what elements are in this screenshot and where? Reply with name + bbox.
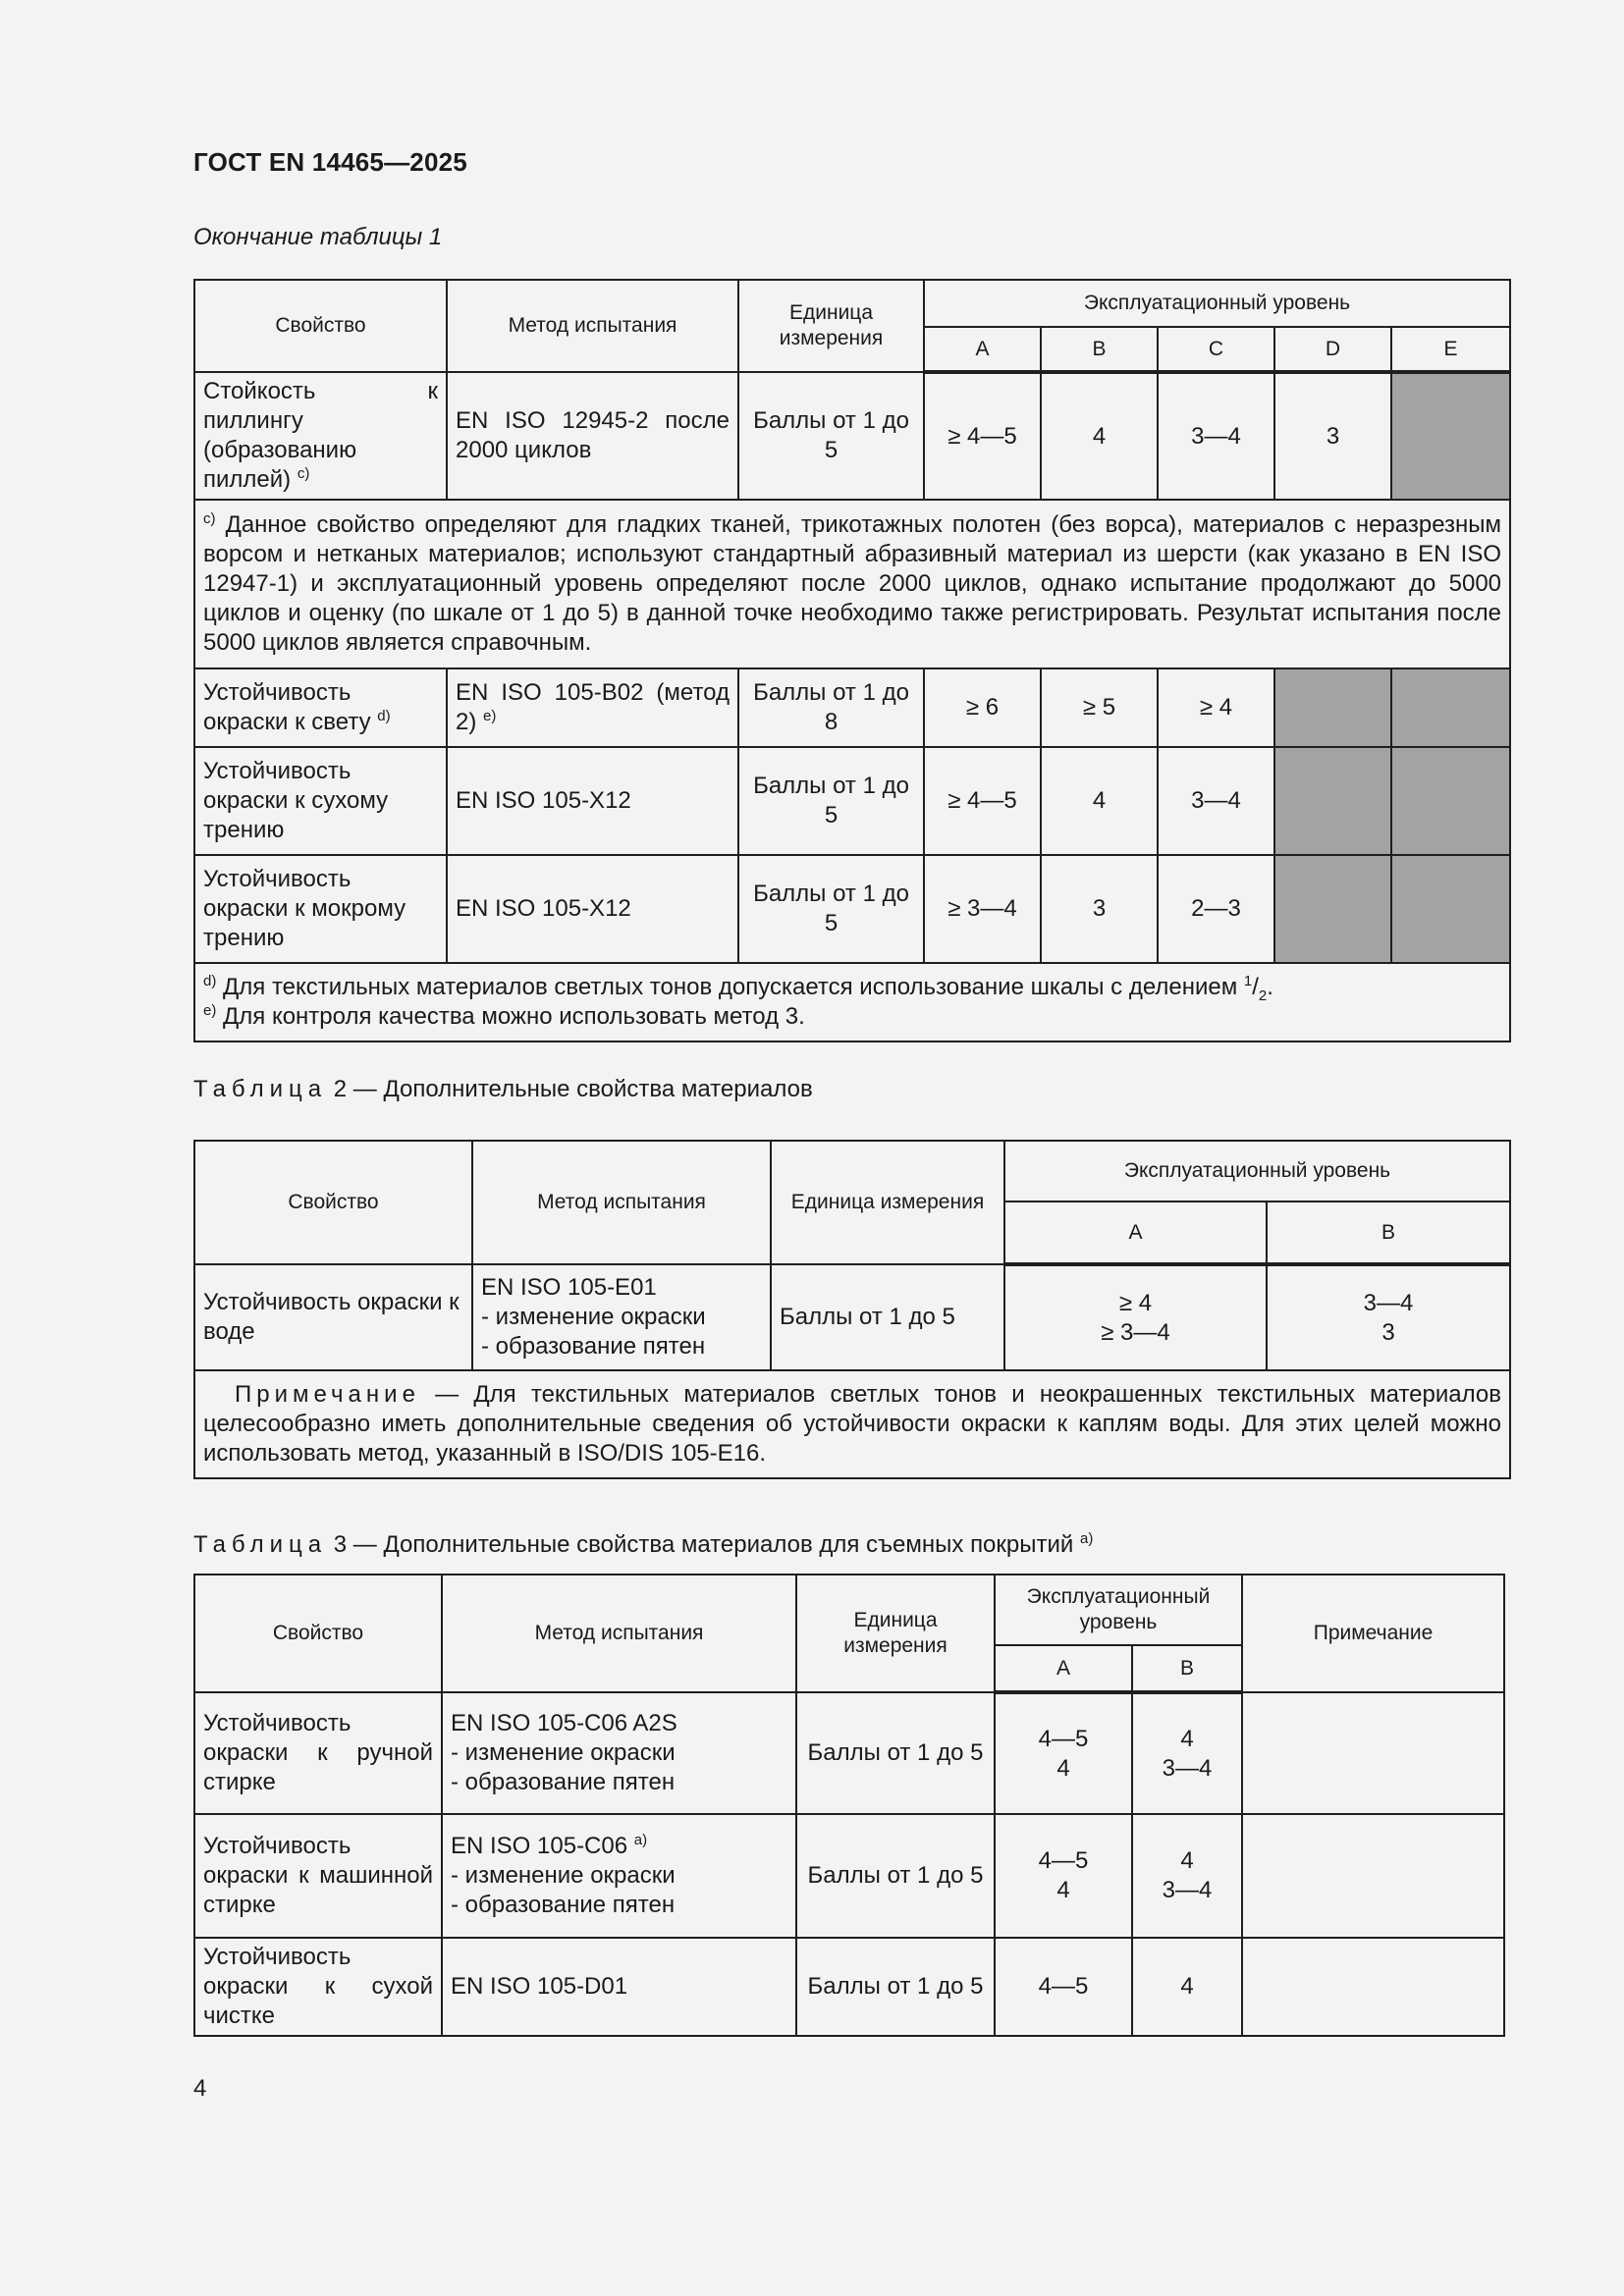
t1-r3-level-d-shaded	[1274, 855, 1391, 963]
t1-r3-level-c: 2—3	[1158, 855, 1274, 963]
t2-header-level: Эксплуатационный уровень	[1004, 1141, 1510, 1201]
table-row	[194, 855, 1510, 963]
t1-r3-method: EN ISO 105-X12	[447, 855, 738, 963]
t1-header-level-e: E	[1391, 327, 1510, 372]
t1-footnote-d: $^{d)}$ Для текстильных материалов светлых тонов допускается использование шкалы с делением $^1/_2$.	[203, 973, 1273, 1004]
t3-r0-method: EN ISO 105-C06 A2S - изменение окраски - образование пятен	[442, 1692, 796, 1814]
t3-r2-remark	[1242, 1938, 1504, 2036]
t3-r1-remark	[1242, 1814, 1504, 1938]
table-row	[194, 747, 1510, 855]
t3-r2-property: Устойчивость окраски к сухой чистке	[194, 1938, 442, 2036]
t3-header-remark: Примечание	[1242, 1575, 1504, 1692]
t1-header-level-d: D	[1274, 327, 1391, 372]
t3-r1-unit: Баллы от 1 до 5	[796, 1814, 995, 1938]
t3-header-level: Эксплуатационный уровень	[995, 1575, 1242, 1645]
t1-r2-level-b: 4	[1041, 747, 1158, 855]
table3-caption: Таблица 3 — Дополнительные свойства материалов для съемных покрытий $^{a)}$	[193, 1530, 1094, 1558]
t3-header-level-b: B	[1132, 1645, 1242, 1692]
t3-r1-property: Устойчивость окраски к машинной стирке	[194, 1814, 442, 1938]
t1-r1-level-e-shaded	[1391, 668, 1510, 747]
t3-header-property: Свойство	[194, 1575, 442, 1692]
t1-footnote-c: $^{c)}$ Данное свойство определяют для гладких тканей, трикотажных полотен (без ворса), материалов с неразрезным ворсом и нетканых материалов; используют стандартный абразивный материал из шерсти (как указано в EN ISO 12947-1) и эксплуатационный уровень определяют после 2000 циклов, однако испытание продолжают до 5000 циклов и оценку (по шкале от 1 до 5) в данной точке необходимо также регистрировать. Результат испытания после 5000 циклов является справочным.	[194, 500, 1510, 668]
t2-header-property: Свойство	[194, 1141, 472, 1264]
t1-r0-unit: Баллы от 1 до 5	[738, 372, 924, 500]
t2-r0-level-a: ≥ 4 ≥ 3—4	[1004, 1264, 1267, 1370]
t1-r3-level-b: 3	[1041, 855, 1158, 963]
table-row	[194, 1938, 1504, 2036]
t1-footnote-e: $^{e)}$ Для контроля качества можно использовать метод 3.	[203, 1002, 805, 1030]
t1-header-property: Свойство	[194, 280, 447, 372]
t1-r2-unit: Баллы от 1 до 5	[738, 747, 924, 855]
t1-header-level-a: A	[924, 327, 1041, 372]
t1-r0-property: Стойкость к пиллингу (образованию пиллей) $^{c)}$	[194, 372, 447, 500]
t3-r2-level-b: 4	[1132, 1938, 1242, 2036]
t2-r0-method: EN ISO 105-E01 - изменение окраски - образование пятен	[472, 1264, 771, 1370]
t3-r2-level-a: 4—5	[995, 1938, 1132, 2036]
t3-r0-property: Устойчивость окраски к ручной стирке	[194, 1692, 442, 1814]
table-row	[194, 1370, 1510, 1478]
t1-header-method: Метод испытания	[447, 280, 738, 372]
document-id: ГОСТ EN 14465—2025	[193, 147, 467, 177]
table-row	[194, 1814, 1504, 1938]
t1-r3-unit: Баллы от 1 до 5	[738, 855, 924, 963]
t1-r3-level-a: ≥ 3—4	[924, 855, 1041, 963]
t3-r0-remark	[1242, 1692, 1504, 1814]
t1-header-level: Эксплуатационный уровень	[924, 280, 1510, 327]
t1-footnotes-de	[194, 963, 1510, 1041]
t3-header-level-a: A	[995, 1645, 1132, 1692]
t3-header-method: Метод испытания	[442, 1575, 796, 1692]
t3-r1-level-a: 4—5 4	[995, 1814, 1132, 1938]
table-row	[194, 1692, 1504, 1814]
t2-header-method: Метод испытания	[472, 1141, 771, 1264]
t1-r3-property: Устойчивость окраски к мокрому трению	[194, 855, 447, 963]
table-row	[194, 668, 1510, 747]
t1-r0-level-b: 4	[1041, 372, 1158, 500]
t1-r1-method: EN ISO 105-B02 (метод 2) $^{e)}$	[447, 668, 738, 747]
t2-header-level-a: A	[1004, 1201, 1267, 1264]
table3	[193, 1574, 1505, 2037]
table-row	[194, 963, 1510, 1041]
t3-r0-unit: Баллы от 1 до 5	[796, 1692, 995, 1814]
t2-header-unit: Единица измерения	[771, 1141, 1004, 1264]
t2-r0-level-b: 3—4 3	[1267, 1264, 1510, 1370]
t1-r3-level-e-shaded	[1391, 855, 1510, 963]
t1-header-level-b: B	[1041, 327, 1158, 372]
t3-header-unit: Единица измерения	[796, 1575, 995, 1692]
t2-r0-property: Устойчивость окраски к воде	[194, 1264, 472, 1370]
t1-r0-level-a: ≥ 4—5	[924, 372, 1041, 500]
table1	[193, 279, 1511, 1042]
t1-r1-property: Устойчивость окраски к свету $^{d)}$	[194, 668, 447, 747]
t2-note: Примечание — Для текстильных материалов светлых тонов и неокрашенных текстильных материалов целесообразно иметь дополнительные сведения об устойчивости окраски к каплям воды. Для этих целей можно использовать метод, указанный в ISO/DIS 105-E16.	[194, 1370, 1510, 1478]
table-row	[194, 1264, 1510, 1370]
page-number: 4	[193, 2075, 207, 2102]
t1-r1-level-d-shaded	[1274, 668, 1391, 747]
t1-r2-level-c: 3—4	[1158, 747, 1274, 855]
t1-r0-level-c: 3—4	[1158, 372, 1274, 500]
t2-r0-unit: Баллы от 1 до 5	[771, 1264, 1004, 1370]
t3-r2-method: EN ISO 105-D01	[442, 1938, 796, 2036]
t3-r2-unit: Баллы от 1 до 5	[796, 1938, 995, 2036]
t1-r0-level-e-shaded	[1391, 372, 1510, 500]
table-row	[194, 500, 1510, 668]
t1-r2-property: Устойчивость окраски к сухому трению	[194, 747, 447, 855]
t3-r0-level-a: 4—5 4	[995, 1692, 1132, 1814]
t2-header-level-b: B	[1267, 1201, 1510, 1264]
t1-r1-level-b: ≥ 5	[1041, 668, 1158, 747]
t1-r1-level-a: ≥ 6	[924, 668, 1041, 747]
t3-r1-level-b: 4 3—4	[1132, 1814, 1242, 1938]
t3-r0-level-b: 4 3—4	[1132, 1692, 1242, 1814]
t1-r2-level-d-shaded	[1274, 747, 1391, 855]
table-row	[194, 372, 1510, 500]
t1-r1-level-c: ≥ 4	[1158, 668, 1274, 747]
t1-r2-level-e-shaded	[1391, 747, 1510, 855]
t1-r2-method: EN ISO 105-X12	[447, 747, 738, 855]
t1-r0-method: EN ISO 12945-2 после 2000 циклов	[447, 372, 738, 500]
t3-r1-method: EN ISO 105-C06 $^{a)}$ - изменение окраски - образование пятен	[442, 1814, 796, 1938]
t1-header-level-c: C	[1158, 327, 1274, 372]
table2-caption: Таблица 2 — Дополнительные свойства материалов	[193, 1076, 813, 1102]
t1-r2-level-a: ≥ 4—5	[924, 747, 1041, 855]
t1-r1-unit: Баллы от 1 до 8	[738, 668, 924, 747]
table2	[193, 1140, 1511, 1479]
t1-header-unit: Единица измерения	[738, 280, 924, 372]
t1-r0-level-d: 3	[1274, 372, 1391, 500]
table1-caption: Окончание таблицы 1	[193, 224, 443, 250]
